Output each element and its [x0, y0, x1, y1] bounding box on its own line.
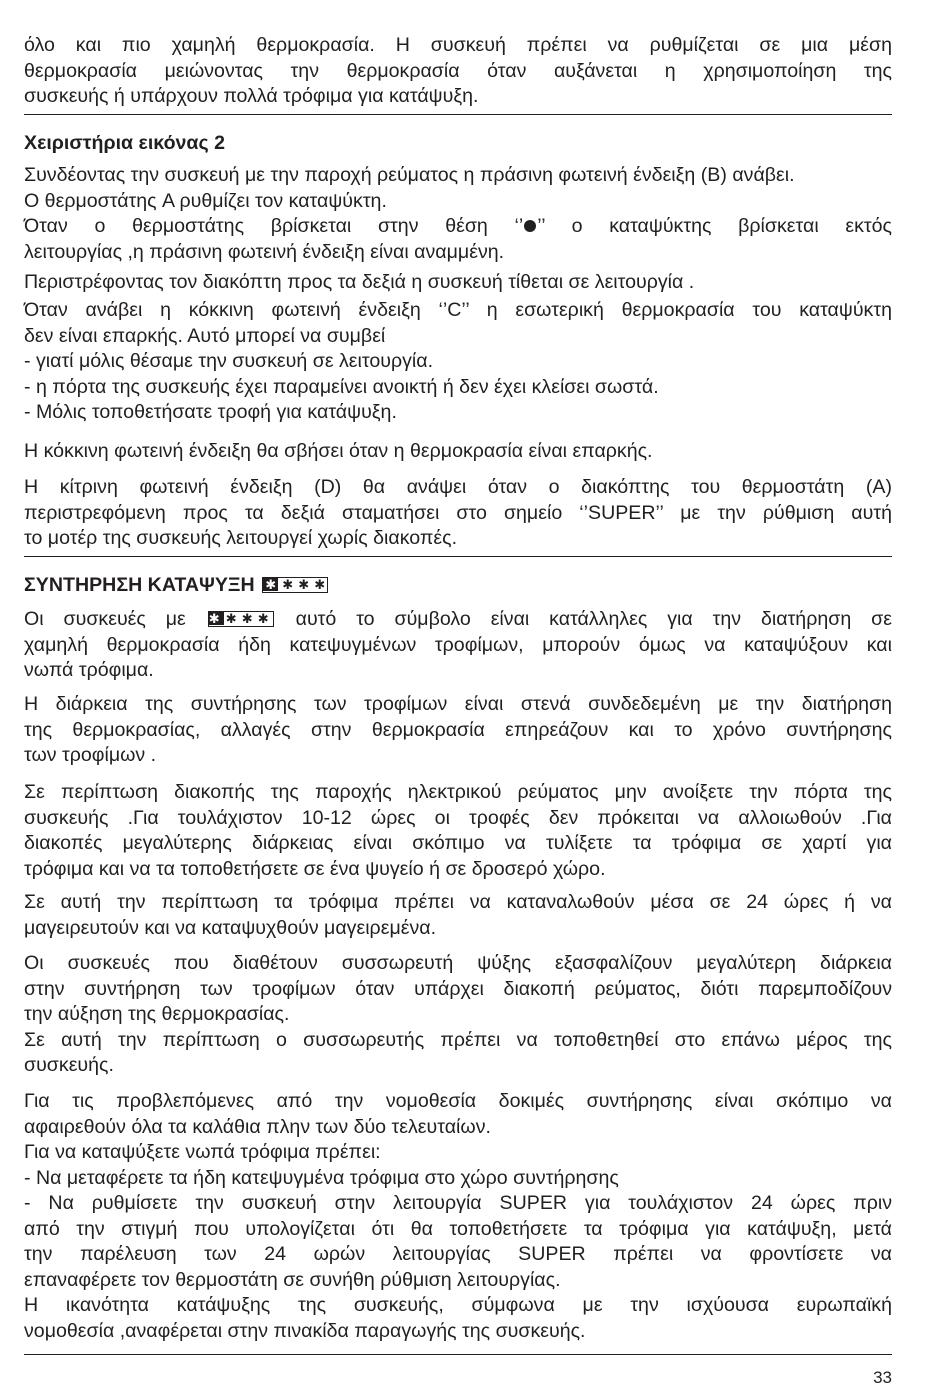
star-cell: ✱: [257, 611, 269, 626]
text-line: από την στιγμή που υπολογίζεται ότι θα τοποθετήσετε τα τρόφιμα για κατάψυξη, μετά: [24, 1217, 892, 1240]
text-line: Για να καταψύξετε νωπά τρόφιμα πρέπει:: [24, 1141, 381, 1163]
text-line: [24, 607, 892, 633]
controls-paragraph: [24, 163, 892, 265]
text-line: λειτουργίας ,η πράσινη φωτεινή ένδειξη είναι αναμμένη.: [24, 240, 505, 263]
text-line: νωπά τρόφιμα.: [24, 659, 154, 681]
text-line: Ο θερμοστάτης A ρυθμίζει τον καταψύκτη.: [24, 189, 387, 212]
text-line: Συνδέοντας την συσκευή με την παροχή ρεύματος η πράσινη φωτεινή ένδειξη (B) ανάβει.: [24, 164, 795, 186]
section-heading-controls: Χειριστήρια εικόνας 2: [24, 132, 226, 154]
text-line: Οι συσκευές που διαθέτουν συσσωρευτή ψύξης εξασφαλίζουν μεγαλύτερη διάρκεια: [24, 952, 892, 974]
text-line: Σε αυτή την περίπτωση τα τρόφιμα πρέπει να καταναλωθούν μέσα σε 24 ώρες ή να: [24, 891, 892, 913]
text-line: συσκευής .Για τουλάχιστον 10-12 ώρες οι τροφές δεν πρόκειται να αλλοιωθούν .Για: [24, 806, 892, 829]
divider: [24, 556, 892, 557]
text-fragment: Όταν ο θερμοστάτης βρίσκεται στην θέση ‘’: [24, 215, 524, 237]
text-line: Περιστρέφοντας τον διακόπτη προς τα δεξιά η συσκευή τίθεται σε λειτουργία .: [24, 271, 695, 293]
freezer-symbol-paragraph: [24, 607, 892, 684]
text-line: αφαιρεθούν όλα τα καλάθια πλην των δύο τελευταίων.: [24, 1115, 491, 1138]
star-cell: ✱: [225, 611, 237, 626]
divider: [24, 1354, 892, 1355]
red-light-off-paragraph: [24, 439, 892, 465]
intro-paragraph: [24, 33, 892, 110]
text-fragment: ’’ ο καταψύκτης βρίσκεται εκτός: [537, 215, 893, 237]
text-line: περιστρεφόμενη προς τα δεξιά σταματήσει στο σημείο ‘’SUPER’’ με την ρύθμιση αυτή: [24, 501, 892, 524]
text-line: επαναφέρετε τον θερμοστάτη σε συνήθη ρύθμιση λειτουργίας.: [24, 1268, 561, 1291]
text-line: Σε περίπτωση διακοπής της παροχής ηλεκτρικού ρεύματος μην ανοίξετε την πόρτα της: [24, 781, 892, 803]
text-line: - γιατί μόλις θέσαμε την συσκευή σε λειτουργία.: [24, 350, 434, 372]
text-line: - Να ρυθμίσετε την συσκευή στην λειτουργία SUPER για τουλάχιστον 24 ώρες πριν: [24, 1192, 892, 1214]
text-line: - η πόρτα της συσκευής έχει παραμείνει ανοικτή ή δεν έχει κλείσει σωστά.: [24, 375, 659, 398]
red-light-paragraph: [24, 298, 892, 426]
four-star-freezer-icon: [262, 577, 328, 593]
star-cell: ✱: [314, 577, 326, 592]
page-number: 33: [873, 1368, 892, 1387]
star-cell: ✱: [209, 612, 224, 625]
text-line: την παρέλευση των 24 ωρών λειτουργίας SUPER πρέπει να φροντίσετε να: [24, 1243, 892, 1265]
text-line: διακοπές μεγαλύτερης διάρκειας είναι σκόπιμο να τυλίξετε τα τρόφιμα σε χαρτί για: [24, 832, 892, 854]
text-line: μαγειρευτούν και να καταψυχθούν μαγειρεμένα.: [24, 916, 437, 939]
text-line: Η διάρκεια της συντήρησης των τροφίμων είναι στενά συνδεδεμένη με την διατήρηση: [24, 693, 892, 715]
text-line: όλο και πιο χαμηλή θερμοκρασία. Η συσκευή πρέπει να ρυθμίζεται σε μια μέση: [24, 34, 892, 56]
text-line: το μοτέρ της συσκευής λειτουργεί χωρίς διακοπές.: [24, 527, 458, 549]
text-line: Η κίτρινη φωτεινή ένδειξη (D) θα ανάψει όταν ο διακόπτης του θερμοστάτη (A): [24, 476, 892, 498]
divider: [24, 114, 892, 115]
text-line: - Να μεταφέρετε τα ήδη κατεψυγμένα τρόφιμα στο χώρο συντήρησης: [24, 1166, 619, 1189]
heading-text: ΣΥΝΤΗΡΗΣΗ ΚΑΤΑΨΥΞΗ: [24, 574, 255, 596]
fresh-food-freezing-paragraph: [24, 1089, 892, 1344]
text-line: Η ικανότητα κατάψυξης της συσκευής, σύμφωνα με την ισχύουσα ευρωπαϊκή: [24, 1294, 892, 1316]
text-line: συσκευής ή υπάρχουν πολλά τρόφιμα για κατάψυξη.: [24, 85, 479, 107]
text-line: Για τις προβλεπόμενες από την νομοθεσία δοκιμές συντήρησης είναι σκόπιμο να: [24, 1090, 892, 1112]
text-line: τρόφιμα και να τα τοποθετήσετε σε ένα ψυγείο ή σε δροσερό χώρο.: [24, 857, 606, 880]
star-cell: ✱: [298, 577, 310, 592]
text-line: συσκευής.: [24, 1054, 114, 1076]
consume-paragraph: [24, 890, 892, 941]
star-cell: ✱: [282, 577, 294, 592]
text-line: - Μόλις τοποθετήσατε τροφή για κατάψυξη.: [24, 401, 397, 423]
text-line: στην συντήρηση των τροφίμων όταν υπάρχει διακοπή ρεύματος, διότι παρεμποδίζουν: [24, 977, 892, 1000]
text-line: Η κόκκινη φωτεινή ένδειξη θα σβήσει όταν η θερμοκρασία είναι επαρκής.: [24, 440, 653, 462]
star-cell: ✱: [241, 611, 253, 626]
controls-paragraph-2: [24, 270, 892, 296]
text-line: δεν είναι επαρκής. Αυτό μπορεί να συμβεί: [24, 324, 386, 347]
text-line: νομοθεσία ,αναφέρεται στην πινακίδα παραγωγής της συσκευής.: [24, 1319, 586, 1342]
text-line: Όταν ανάβει η κόκκινη φωτεινή ένδειξη ‘’C’’ η εσωτερική θερμοκρασία του καταψύκτη: [24, 299, 892, 321]
off-position-dot-icon: [524, 220, 536, 232]
text-fragment: Οι συσκευές με: [24, 608, 186, 630]
storage-duration-paragraph: [24, 692, 892, 769]
four-star-freezer-icon: [208, 611, 274, 627]
text-line: των τροφίμων .: [24, 744, 157, 766]
text-line: θερμοκρασία μειώνοντας την θερμοκρασία όταν αυξάνεται η χρησιμοποίηση της: [24, 59, 892, 82]
text-line: της θερμοκρασίας, αλλαγές στην θερμοκρασία επηρεάζουν και το χρόνο συντήρησης: [24, 718, 892, 741]
text-line: την αύξηση της θερμοκρασίας.: [24, 1003, 290, 1025]
text-line: [24, 214, 892, 240]
text-line: Σε αυτή την περίπτωση ο συσσωρευτής πρέπει να τοποθετηθεί στο επάνω μέρος της: [24, 1028, 892, 1051]
star-cell: ✱: [263, 578, 278, 591]
text-line: χαμηλή θερμοκρασία ήδη κατεψυγμένων τροφίμων, μπορούν όμως να καταψύξουν και: [24, 633, 892, 656]
yellow-light-paragraph: [24, 475, 892, 552]
section-heading-freezer: [24, 573, 892, 599]
text-fragment: αυτό το σύμβολο είναι κατάλληλες για την διατήρηση σε: [295, 608, 892, 630]
power-outage-paragraph: [24, 780, 892, 882]
cold-accumulator-paragraph: [24, 951, 892, 1079]
